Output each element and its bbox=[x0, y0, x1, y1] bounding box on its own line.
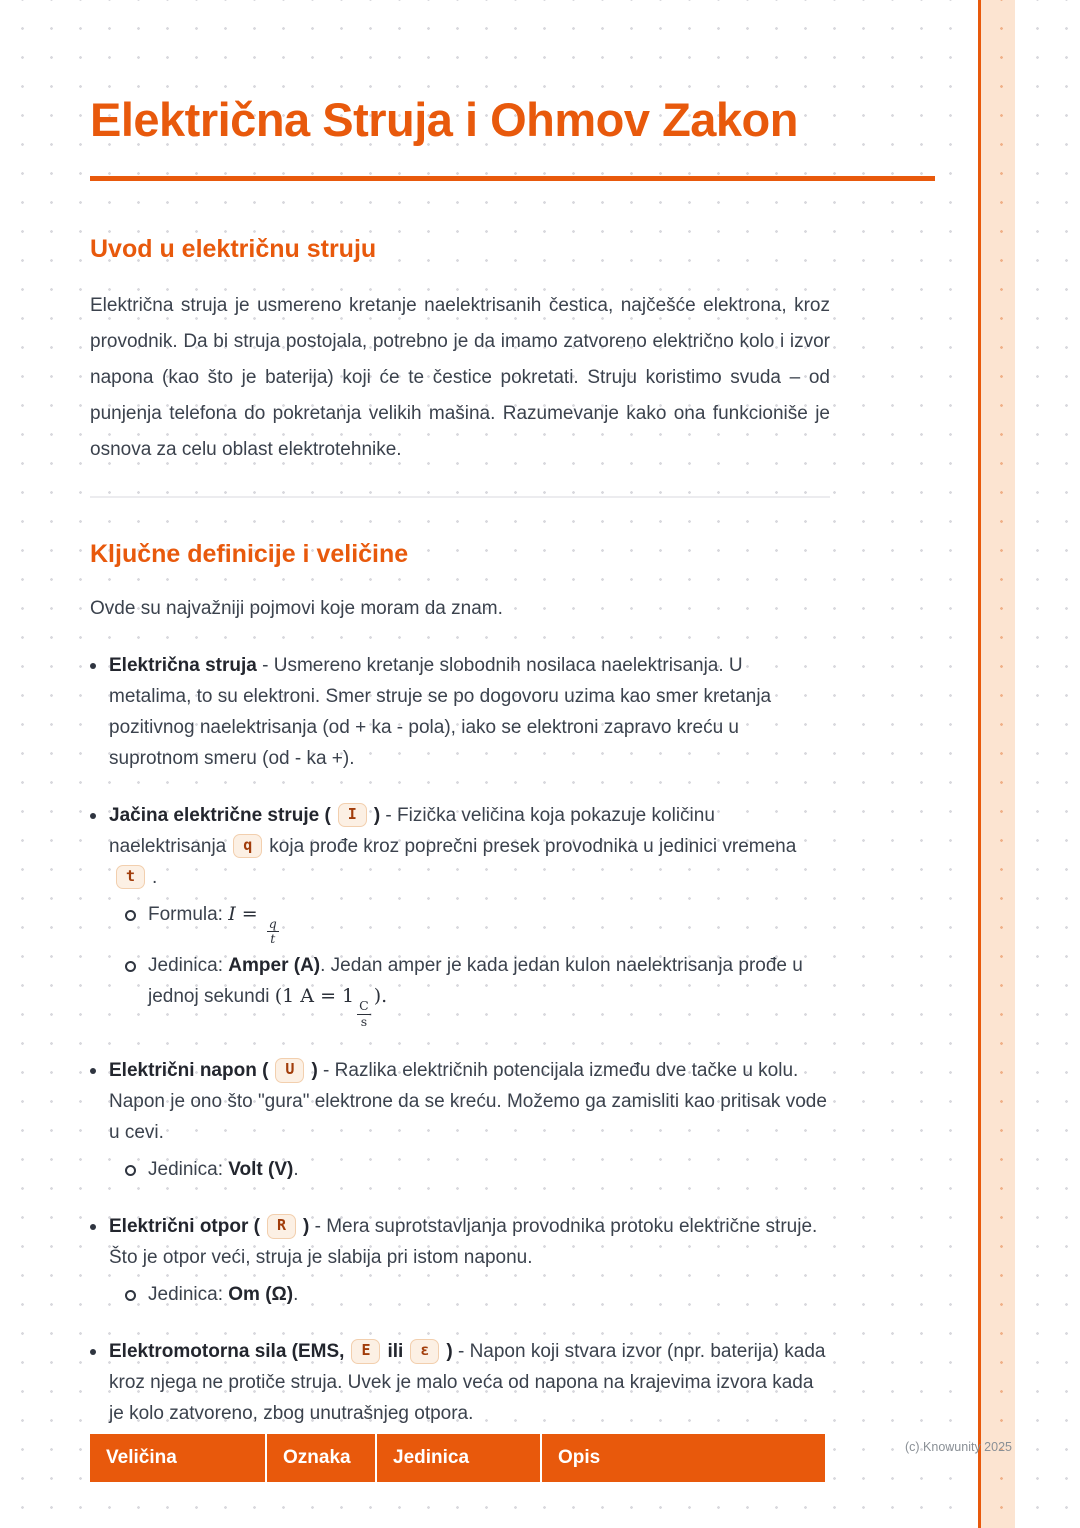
fraction-denominator: s bbox=[360, 1013, 368, 1029]
symbol-chip-q: q bbox=[233, 834, 262, 859]
bullet-icon bbox=[90, 663, 96, 669]
table-header-row bbox=[90, 1434, 825, 1482]
copyright-text: (c) Knowunity 2025 bbox=[904, 1440, 1012, 1454]
definition-term: Elektromotorna sila (EMS, bbox=[109, 1341, 345, 1363]
unit-line bbox=[148, 1279, 298, 1310]
list-item-struja bbox=[90, 650, 830, 774]
unit-name: Amper (A) bbox=[228, 955, 321, 977]
table-header-oznaka: Oznaka bbox=[265, 1434, 375, 1482]
definition-term: ili bbox=[387, 1341, 404, 1363]
bullet-icon bbox=[90, 813, 96, 819]
definition-text: - Napon koji stvara izvor (npr. baterija) kada kroz njega ne protiče struja. Uvek je malo veća od napona na krajevima izvora kada je kolo zatvoreno, zbog unutrašnjeg otpora. bbox=[109, 1341, 826, 1425]
page-margin-band bbox=[981, 0, 1015, 1528]
table-header-velicina: Veličina bbox=[106, 1447, 177, 1468]
definition-text: - Fizička veličina koja pokazuje količinu naelektrisanja bbox=[109, 804, 715, 857]
unit-text: . Jedan amper je kada jedan kulon naelektrisanja prođe u jednoj sekundi bbox=[148, 955, 803, 1008]
definition-term: ) bbox=[311, 1060, 318, 1082]
definition-text: koja prođe kroz poprečni presek provodnika u jedinici vremena bbox=[269, 835, 797, 857]
definition-text: - Mera suprotstavljanja provodnika protoku električne struje. Što je otpor veći, struja je slabija pri istom naponu. bbox=[109, 1216, 818, 1269]
list-item-jacina bbox=[90, 800, 830, 1030]
section-heading-definicije: Ključne definicije i veličine bbox=[90, 539, 409, 568]
section-divider bbox=[90, 496, 830, 498]
unit-line bbox=[148, 950, 830, 1029]
formula-fraction bbox=[267, 917, 279, 947]
sub-list bbox=[125, 899, 830, 1030]
table-header-jedinica: Jedinica bbox=[375, 1434, 540, 1482]
symbol-chip-t: t bbox=[116, 865, 145, 890]
unit-label: Jedinica: bbox=[148, 955, 229, 977]
definition-term: Električna struja bbox=[109, 654, 257, 676]
sub-item-unit bbox=[125, 1279, 830, 1310]
definition-term: ) bbox=[303, 1216, 310, 1238]
definition-term: Električni otpor ( bbox=[109, 1216, 260, 1238]
unit-fraction bbox=[357, 999, 371, 1029]
sub-bullet-icon bbox=[125, 961, 136, 972]
sub-bullet-icon bbox=[125, 1165, 136, 1176]
table-header-opis: Opis bbox=[540, 1434, 825, 1482]
definition-body bbox=[109, 650, 830, 774]
unit-label: Jedinica: bbox=[148, 1159, 229, 1181]
unit-formula-close: ). bbox=[373, 985, 388, 1008]
definition-body bbox=[109, 800, 830, 1030]
formula-variable: I bbox=[228, 902, 236, 925]
definition-text: - Razlika električnih potencijala između dve tačke u kolu. Napon je ono što "gura" elektrone da se kreću. Možemo ga zamisliti kao pritisak vode u cevi. bbox=[109, 1060, 827, 1144]
formula-equals: = bbox=[235, 902, 264, 925]
section-heading-uvod: Uvod u električnu struju bbox=[90, 234, 377, 263]
definition-term: ) bbox=[373, 804, 381, 826]
formula-label: Formula: bbox=[148, 903, 229, 925]
sub-item-unit bbox=[125, 1154, 830, 1185]
sub-list bbox=[125, 1279, 830, 1310]
fraction-denominator: t bbox=[270, 931, 276, 947]
definition-text: . bbox=[152, 866, 158, 888]
fraction-numerator: q bbox=[268, 915, 277, 931]
definition-term: Električni napon ( bbox=[109, 1060, 269, 1082]
unit-label: Jedinica: bbox=[148, 1284, 229, 1306]
definition-text: - Usmereno kretanje slobodnih nosilaca naelektrisanja. U metalima, to su elektroni. Smer struje se po dogovoru uzima kao smer kretanja pozitivnog naelektrisanja (od + ka - pola), iako se elektroni zapravo kreću u suprotnom smeru (od - ka +). bbox=[109, 654, 772, 769]
symbol-chip-I: I bbox=[338, 803, 367, 828]
sub-list bbox=[125, 1154, 830, 1185]
list-item-napon bbox=[90, 1055, 830, 1185]
definition-term: ) bbox=[446, 1341, 453, 1363]
unit-name: Om (Ω) bbox=[228, 1284, 294, 1306]
symbol-chip-U: U bbox=[275, 1058, 304, 1083]
definitions-list bbox=[90, 650, 830, 1430]
symbol-chip-R: R bbox=[267, 1214, 296, 1239]
unit-text: . bbox=[293, 1159, 299, 1181]
definition-term: Jačina električne struje ( bbox=[109, 804, 331, 826]
definitions-lead: Ovde su najvažniji pojmovi koje moram da znam. bbox=[90, 597, 503, 619]
sub-bullet-icon bbox=[125, 910, 136, 921]
list-item-otpor bbox=[90, 1211, 830, 1310]
sub-item-unit bbox=[125, 950, 830, 1029]
unit-line bbox=[148, 1154, 299, 1185]
list-item-ems bbox=[90, 1336, 830, 1429]
symbol-chip-E: E bbox=[351, 1339, 380, 1364]
bullet-icon bbox=[90, 1349, 96, 1355]
fraction-numerator: C bbox=[359, 998, 369, 1014]
document-content bbox=[90, 0, 830, 1429]
intro-paragraph: Električna struja je usmereno kretanje naelektrisanih čestica, najčešće elektrona, kroz provodnik. Da bi struja postojala, potrebno je da imamo zatvoreno električno kolo i izvor napona (kao što je baterija) koji će te čestice pokretati. Struju koristimo svuda – od punjenja telefona do pokretanja velikih mašina. Razumevanje kako ona funkcioniše je osnova za celu oblast elektrotehnike. bbox=[90, 294, 830, 460]
page-title: Električna Struja i Ohmov Zakon bbox=[90, 93, 798, 146]
unit-name: Volt (V) bbox=[228, 1159, 294, 1181]
formula-line bbox=[148, 899, 282, 947]
definition-body bbox=[109, 1336, 830, 1429]
unit-text: . bbox=[293, 1284, 299, 1306]
definition-body bbox=[109, 1211, 830, 1310]
sub-bullet-icon bbox=[125, 1290, 136, 1301]
title-underline bbox=[90, 176, 935, 181]
bullet-icon bbox=[90, 1224, 96, 1230]
sub-item-formula bbox=[125, 899, 830, 947]
symbol-chip-epsilon: ε bbox=[410, 1339, 439, 1364]
bullet-icon bbox=[90, 1068, 96, 1074]
definition-body bbox=[109, 1055, 830, 1185]
unit-formula: (1 A = 1 bbox=[274, 985, 355, 1008]
